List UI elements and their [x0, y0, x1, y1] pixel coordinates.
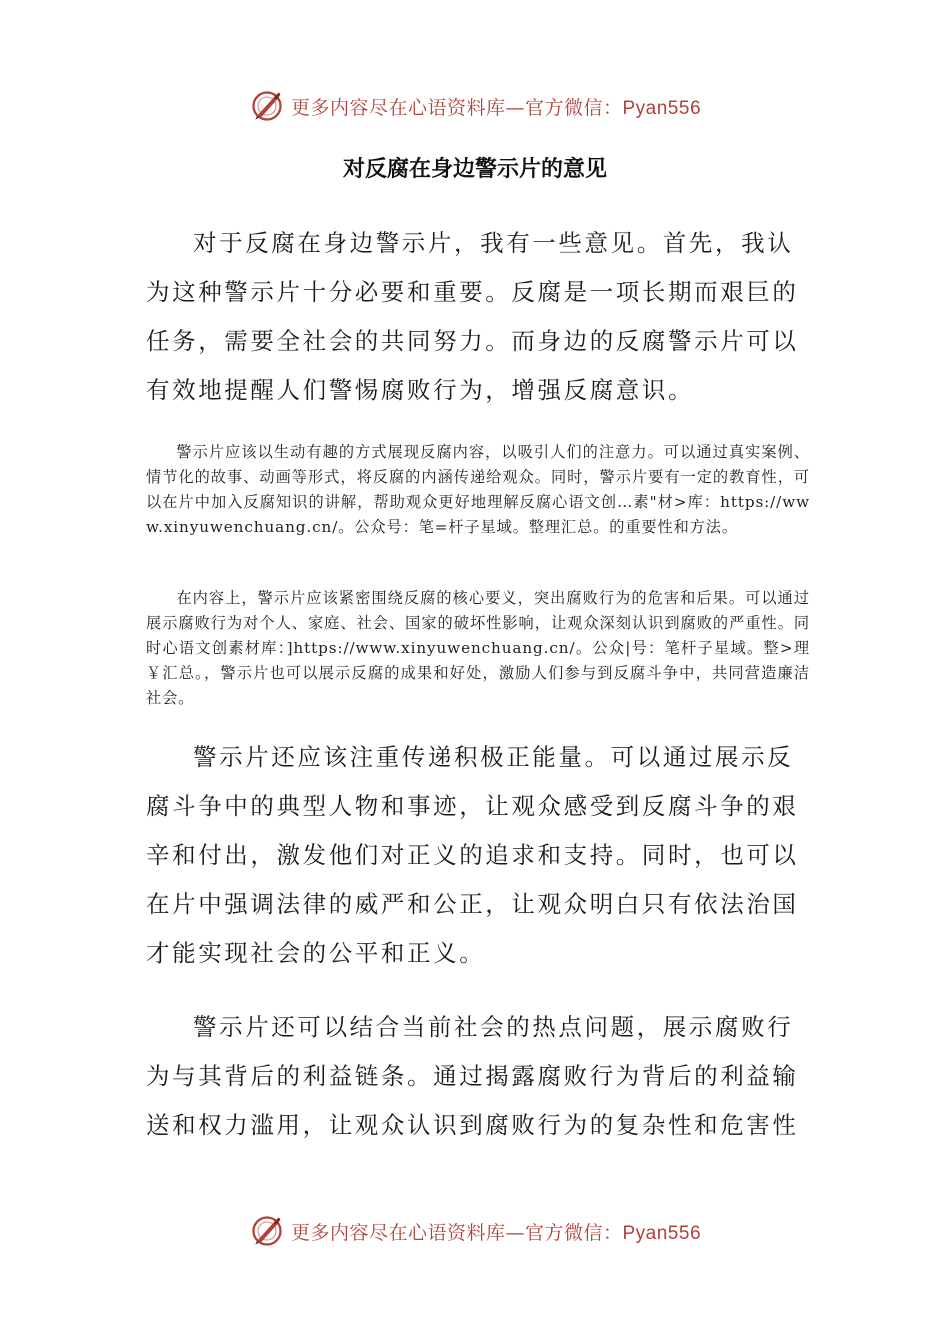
banner-slogan: 更多内容尽在心语资料库—官方微信： — [290, 1221, 623, 1244]
pen-seal-logo-icon — [249, 1213, 285, 1249]
paragraph-5: 警示片还可以结合当前社会的热点问题，展示腐败行为与其背后的利益链条。通过揭露腐败行为背后的利益输送和权力滥用，让观众认识到腐败行为的复杂性和危害性 — [146, 1013, 799, 1139]
banner-text — [291, 93, 701, 120]
pen-seal-logo-icon — [249, 88, 285, 124]
header-banner — [0, 84, 950, 128]
paragraph-2: 警示片应该以生动有趣的方式展现反腐内容，以吸引人们的注意力。可以通过真实案例、情节化的故事、动画等形式，将反腐的内涵传递给观众。同时，警示片要有一定的教育性，可以在片中加入反腐知识的讲解，帮助观众更好地理解反腐心语文创…素"材>库：https://www.xinyuwenchuang.cn/。公众号：笔=杆子星域。整理汇总。的重要性和方法。 — [146, 443, 810, 536]
paragraph-4: 警示片还应该注重传递积极正能量。可以通过展示反腐斗争中的典型人物和事迹，让观众感受到反腐斗争的艰辛和付出，激发他们对正义的追求和支持。同时，也可以在片中强调法律的威严和公正，让观众明白只有依法治国才能实现社会的公平和正义。 — [146, 743, 799, 967]
wechat-id: Pyan556 — [622, 1222, 702, 1244]
banner-text — [291, 1218, 701, 1245]
banner-slogan: 更多内容尽在心语资料库—官方微信： — [290, 96, 623, 119]
paragraph-1: 对于反腐在身边警示片，我有一些意见。首先，我认为这种警示片十分必要和重要。反腐是一项长期而艰巨的任务，需要全社会的共同努力。而身边的反腐警示片可以有效地提醒人们警惕腐败行为，增强反腐意识。 — [146, 229, 799, 404]
document-title: 对反腐在身边警示片的意见 — [342, 156, 607, 182]
footer-banner — [0, 1209, 950, 1253]
wechat-id: Pyan556 — [622, 97, 702, 119]
paragraph-3: 在内容上，警示片应该紧密围绕反腐的核心要义，突出腐败行为的危害和后果。可以通过展示腐败行为对个人、家庭、社会、国家的破坏性影响，让观众深刻认识到腐败的严重性。同时心语文创素材库：]https://www.xinyuwenchuang.cn/。公众|号：笔杆子星域。整>理￥汇总。，警示片也可以展示反腐的成果和好处，激励人们参与到反腐斗争中，共同营造廉洁社会。 — [146, 589, 810, 707]
